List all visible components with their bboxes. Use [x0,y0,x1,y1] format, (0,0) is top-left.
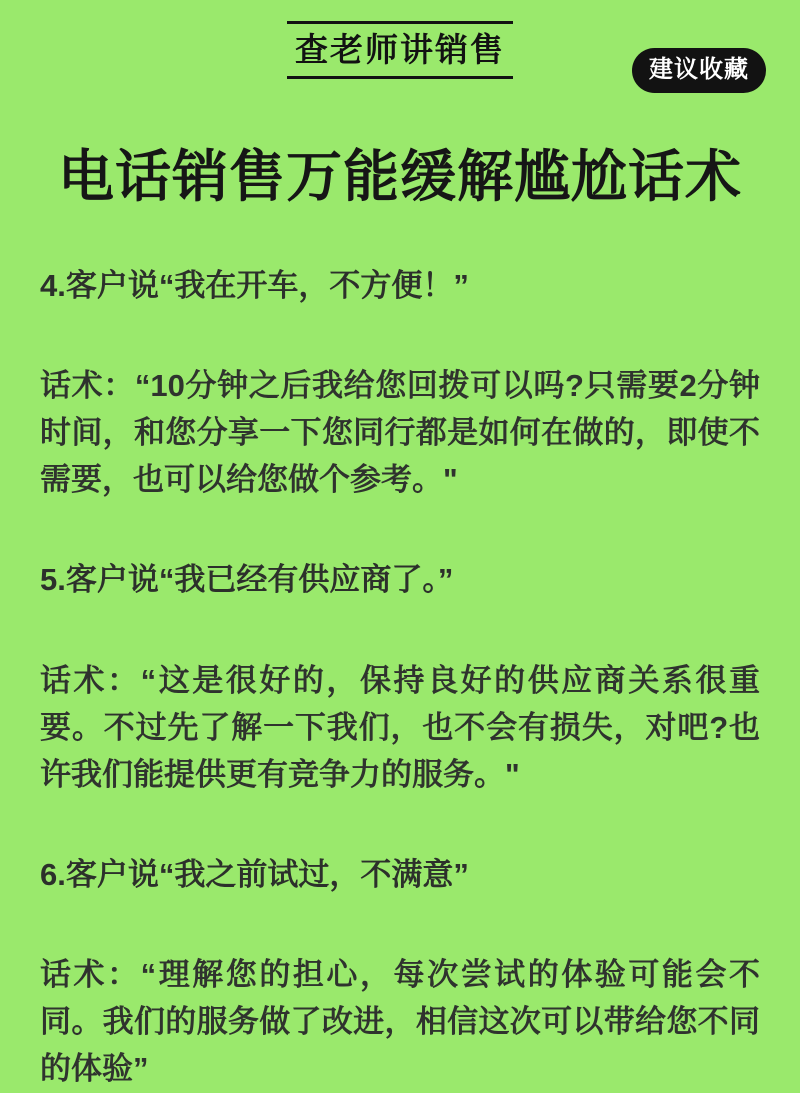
script-paragraph-4: 话术：“10分钟之后我给您回拨可以吗?只需要2分钟时间，和您分享一下您同行都是如何在做的，即使不需要，也可以给您做个参考。" [40,368,760,498]
script-paragraph-5: 话术：“这是很好的，保持良好的供应商关系很重要。不过先了解一下我们，也不会有损失，对吧?也许我们能提供更有竞争力的服务。" [40,662,760,792]
brand-banner [287,21,513,79]
save-badge [632,48,766,93]
objection-section-5 [40,560,760,798]
brand-label: 查老师讲销售 [295,31,505,68]
objection-heading-4: 4.客户说“我在开车，不方便！” [40,267,469,303]
objection-section-4 [40,266,760,504]
page-title: 电话销售万能缓解尴尬话术 [58,145,742,208]
content [0,266,800,1093]
objection-section-6 [40,855,760,1093]
save-badge-label: 建议收藏 [649,56,749,83]
objection-heading-5: 5.客户说“我已经有供应商了。” [40,562,454,598]
objection-heading-6: 6.客户说“我之前试过，不满意” [40,856,469,892]
header [0,21,800,116]
script-paragraph-6: 话术：“理解您的担心，每次尝试的体验可能会不同。我们的服务做了改进，相信这次可以带给您不同的体验” [40,957,760,1087]
poster [0,21,800,1090]
